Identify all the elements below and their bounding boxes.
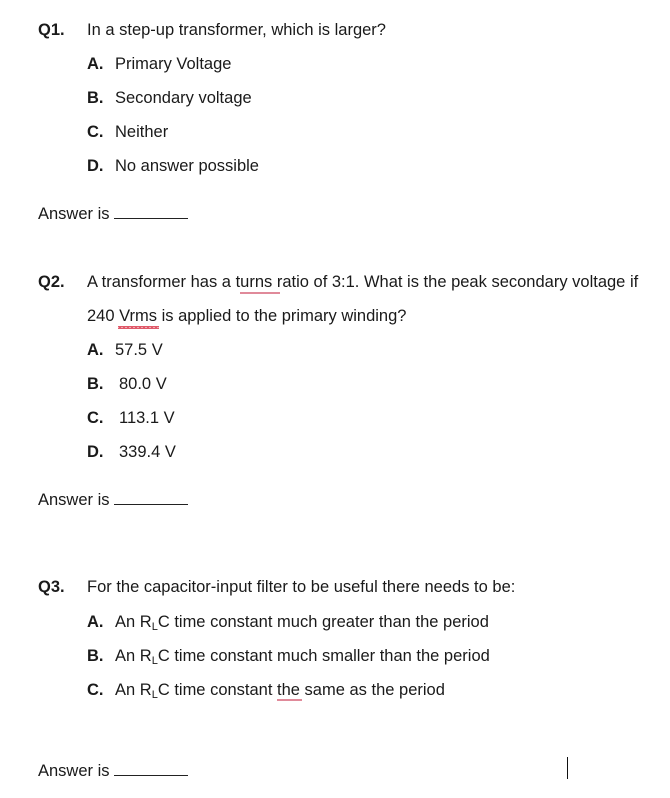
grammar-underline bbox=[277, 699, 302, 701]
option-letter: C. bbox=[87, 123, 104, 141]
option-letter: B. bbox=[87, 89, 104, 107]
option-text: No answer possible bbox=[115, 157, 259, 175]
q1-question: In a step-up transformer, which is larger? bbox=[87, 21, 386, 39]
q3-option-b bbox=[87, 646, 490, 671]
option-letter: A. bbox=[87, 55, 104, 73]
option-letter: B. bbox=[87, 647, 104, 665]
q1-number: Q1. bbox=[38, 21, 65, 39]
q2-option-b bbox=[87, 374, 167, 394]
option-text: 80.0 V bbox=[119, 375, 167, 393]
option-text: Neither bbox=[115, 123, 169, 141]
answer-label: Answer is bbox=[38, 762, 110, 780]
answer-label: Answer is bbox=[38, 205, 110, 223]
option-letter: C. bbox=[87, 681, 104, 699]
q1-option-c bbox=[87, 122, 168, 142]
q3-question: For the capacitor-input filter to be useful there needs to be: bbox=[87, 578, 516, 596]
option-text: 113.1 V bbox=[119, 409, 175, 427]
option-text-pre: An R bbox=[115, 681, 152, 699]
option-letter: A. bbox=[87, 341, 104, 359]
q2-option-a bbox=[87, 340, 163, 360]
q1-option-b bbox=[87, 88, 252, 108]
option-text-pre: An R bbox=[115, 647, 152, 665]
option-letter: B. bbox=[87, 375, 104, 393]
option-text: 339.4 V bbox=[119, 443, 176, 461]
option-text-sub: L bbox=[151, 689, 158, 701]
option-text-sub: L bbox=[151, 655, 158, 667]
option-letter: D. bbox=[87, 443, 104, 461]
option-text-post: C time constant much greater than the period bbox=[157, 613, 489, 631]
grammar-underline bbox=[240, 292, 280, 294]
option-letter: D. bbox=[87, 157, 104, 175]
q1-answer-blank[interactable] bbox=[114, 202, 188, 219]
q2-answer bbox=[38, 488, 188, 510]
q2-number: Q2. bbox=[38, 273, 65, 291]
q1-answer bbox=[38, 202, 188, 224]
option-text: Primary Voltage bbox=[115, 55, 232, 73]
q2-answer-blank[interactable] bbox=[114, 488, 188, 505]
q2-question-line2: 240 Vrms is applied to the primary winding? bbox=[87, 307, 407, 325]
option-text-post: C time constant the same as the period bbox=[157, 681, 445, 699]
q2-option-d bbox=[87, 442, 176, 462]
q1-option-a bbox=[87, 54, 231, 74]
spelling-squiggle bbox=[118, 326, 159, 329]
option-letter: C. bbox=[87, 409, 104, 427]
q1-option-d bbox=[87, 156, 259, 176]
option-text: Secondary voltage bbox=[115, 89, 252, 107]
q3-option-c bbox=[87, 680, 445, 705]
q3-answer-blank[interactable] bbox=[114, 759, 188, 776]
option-text-pre: An R bbox=[115, 613, 152, 631]
option-text-post: C time constant much smaller than the period bbox=[157, 647, 490, 665]
option-letter: A. bbox=[87, 613, 104, 631]
q2-question-line1: A transformer has a turns ratio of 3:1. What is the peak secondary voltage if bbox=[87, 273, 639, 291]
text-cursor bbox=[567, 757, 568, 779]
answer-label: Answer is bbox=[38, 491, 110, 509]
q3-option-a bbox=[87, 612, 489, 637]
option-text-sub: L bbox=[151, 621, 158, 633]
option-text: 57.5 V bbox=[115, 341, 163, 359]
q3-number: Q3. bbox=[38, 578, 65, 596]
q2-option-c bbox=[87, 408, 175, 428]
q3-answer bbox=[38, 759, 188, 781]
